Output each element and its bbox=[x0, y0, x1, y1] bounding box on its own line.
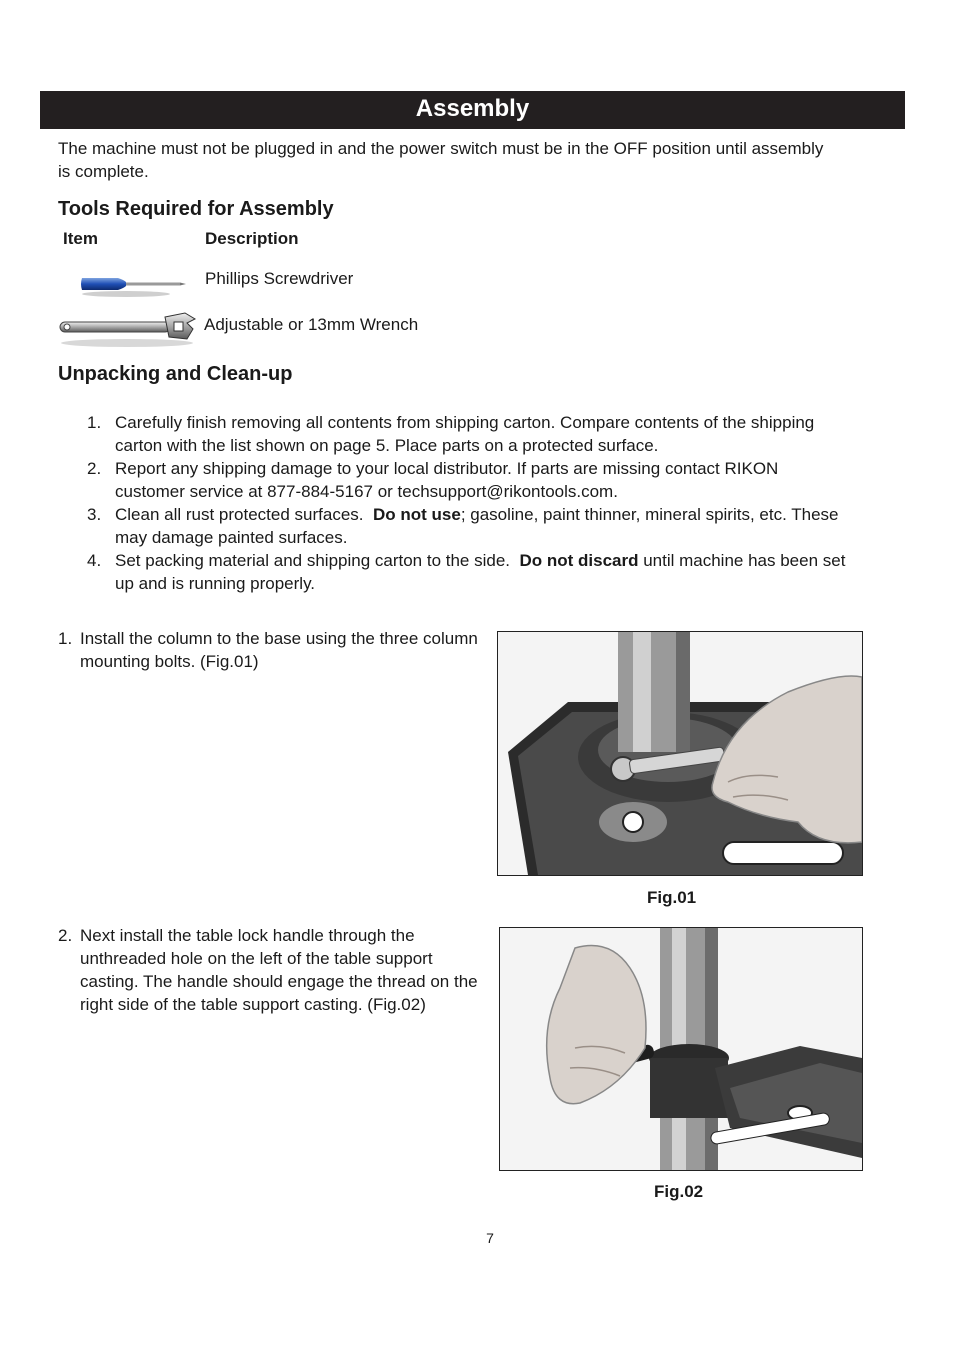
tool-description: Adjustable or 13mm Wrench bbox=[204, 315, 419, 334]
step-text-post: until machine has been set up and is running properly. bbox=[115, 551, 846, 593]
step-text-post: ; gasoline, paint thinner, mineral spirits, etc. These may damage painted surfaces. bbox=[115, 505, 839, 547]
step-number: 4. bbox=[87, 551, 102, 570]
page-title: Assembly bbox=[40, 91, 905, 129]
step-number: 2. bbox=[58, 926, 73, 945]
step-text: Next install the table lock handle through the unthreaded hole on the left of the table support casting. The handle should engage the thread on the right side of the table support casting. (Fig.02) bbox=[80, 926, 478, 1014]
step-text bbox=[115, 505, 838, 547]
assembly-step bbox=[58, 627, 478, 673]
figure-01-photo bbox=[497, 631, 863, 876]
unpacking-heading: Unpacking and Clean-up bbox=[58, 363, 293, 385]
step-number: 3. bbox=[87, 505, 102, 524]
step-number: 1. bbox=[58, 629, 73, 648]
wrench-icon bbox=[57, 309, 199, 354]
step-text bbox=[115, 551, 845, 593]
step-text: Carefully finish removing all contents from shipping carton. Compare contents of the shipping carton with the list shown on page 5. Place parts on a protected surface. bbox=[115, 413, 815, 455]
warning-text: Do not discard bbox=[519, 551, 639, 570]
step-number: 2. bbox=[87, 459, 102, 478]
figure-caption: Fig.02 bbox=[654, 1182, 704, 1201]
screwdriver-icon bbox=[78, 270, 188, 303]
assembly-step bbox=[58, 924, 478, 1016]
intro-text: The machine must not be plugged in and the power switch must be in the OFF position until assembly is complete. bbox=[58, 139, 824, 181]
tools-col-item: Item bbox=[63, 229, 98, 248]
list-item bbox=[80, 457, 850, 503]
list-item bbox=[80, 411, 850, 457]
tools-heading: Tools Required for Assembly bbox=[58, 198, 334, 220]
list-item bbox=[80, 503, 850, 549]
step-number: 1. bbox=[87, 413, 102, 432]
unpacking-steps bbox=[80, 411, 850, 595]
step-text-pre: Clean all rust protected surfaces. bbox=[115, 505, 373, 524]
page-number: 7 bbox=[486, 1230, 494, 1246]
list-item bbox=[80, 549, 850, 595]
tools-col-description: Description bbox=[205, 229, 299, 248]
step-text-pre: Set packing material and shipping carton to the side. bbox=[115, 551, 520, 570]
step-text: Install the column to the base using the three column mounting bolts. (Fig.01) bbox=[80, 629, 478, 671]
tool-description: Phillips Screwdriver bbox=[205, 269, 354, 288]
figure-caption: Fig.01 bbox=[647, 888, 697, 907]
warning-text: Do not use bbox=[372, 505, 461, 524]
step-text: Report any shipping damage to your local distributor. If parts are missing contact RIKON customer service at 877-884-5167 or techsupport@rikontools.com. bbox=[115, 459, 779, 501]
figure-02-photo bbox=[499, 927, 863, 1171]
